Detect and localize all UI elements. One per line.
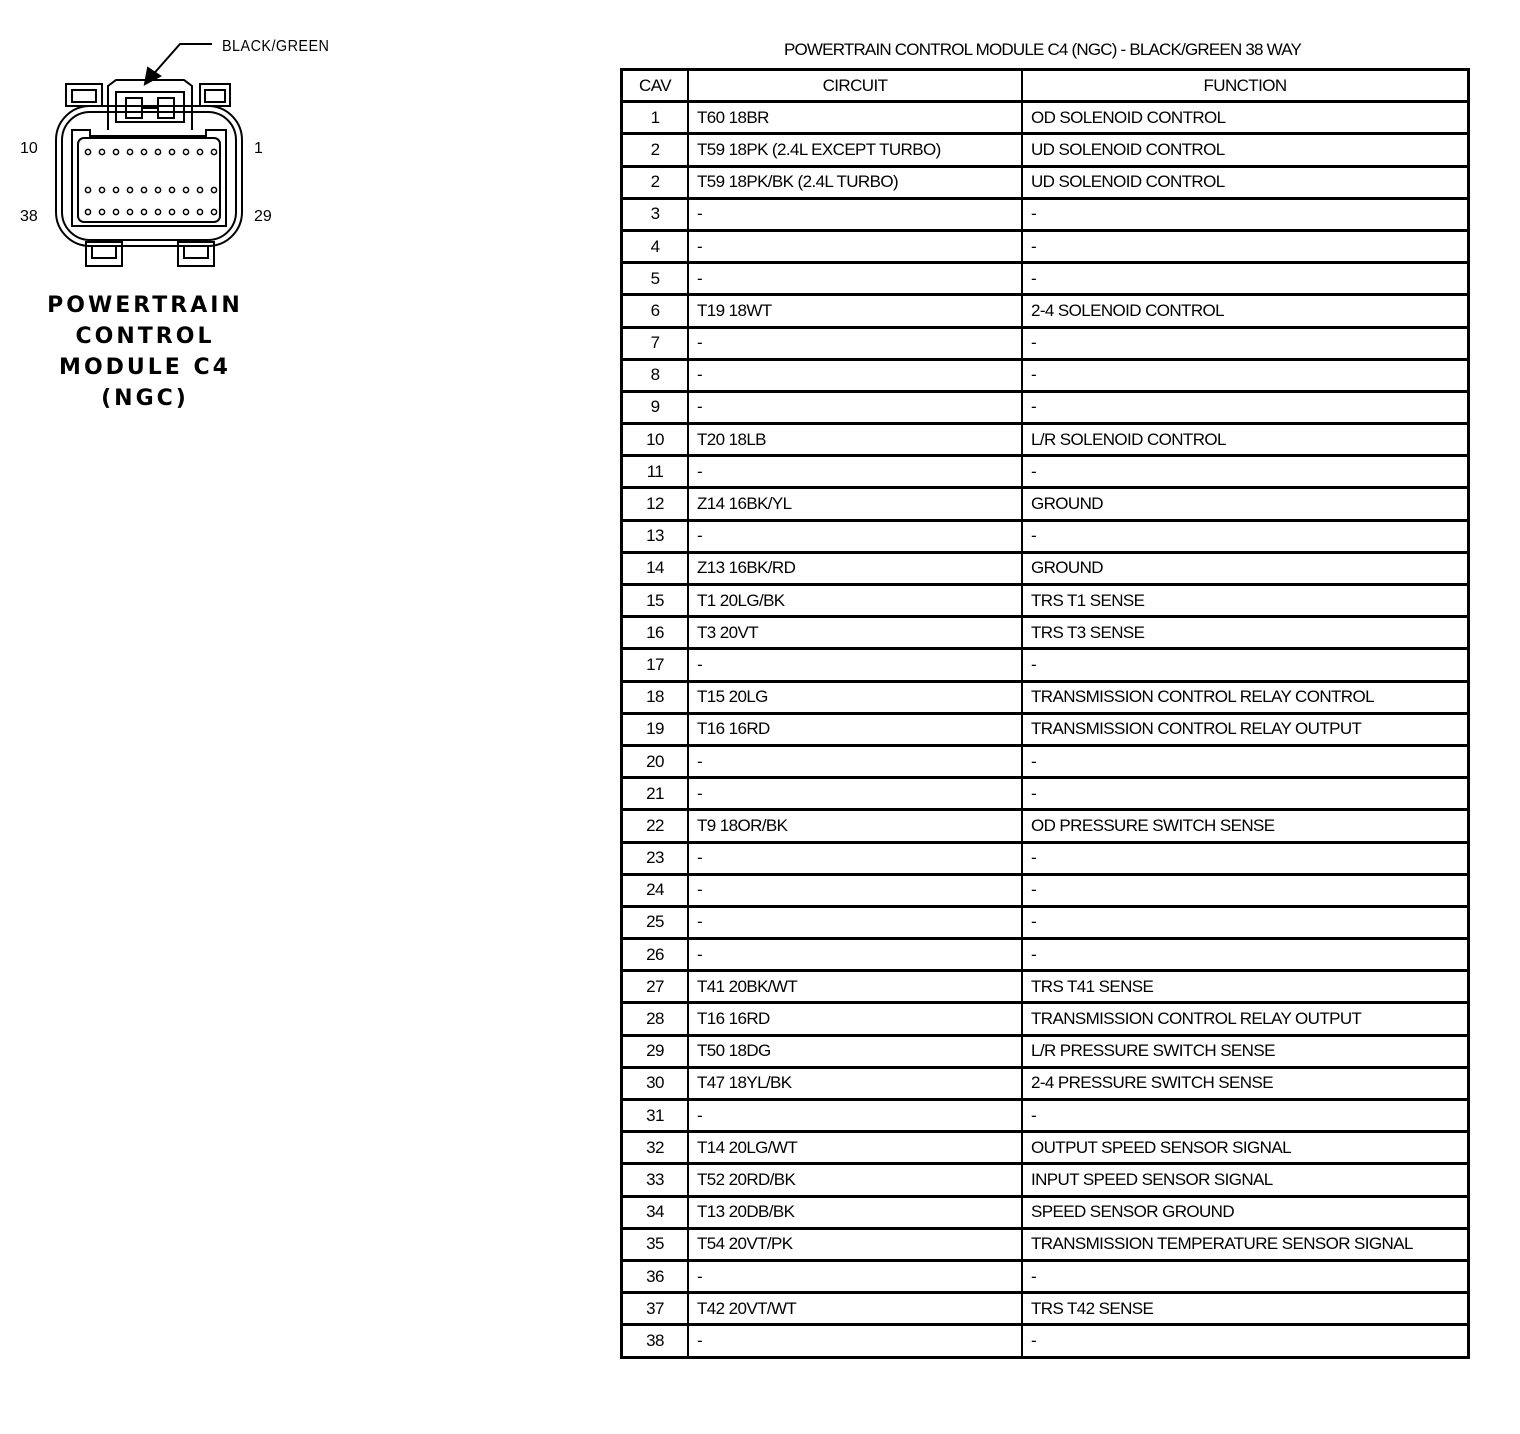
circuit-cell: - [688, 359, 1022, 391]
function-cell: - [1022, 359, 1469, 391]
function-cell: - [1022, 842, 1469, 874]
circuit-cell: - [688, 649, 1022, 681]
circuit-cell: - [688, 230, 1022, 262]
function-cell: - [1022, 1325, 1469, 1357]
circuit-cell: T52 20RD/BK [688, 1164, 1022, 1196]
pin-hole [169, 149, 174, 154]
cav-cell: 4 [622, 230, 689, 262]
cav-cell: 14 [622, 552, 689, 584]
table-row [622, 1293, 1469, 1325]
table-row [622, 456, 1469, 488]
table-row [622, 1035, 1469, 1067]
pin-label-29: 29 [254, 208, 272, 225]
circuit-cell: T9 18OR/BK [688, 810, 1022, 842]
function-cell: OUTPUT SPEED SENSOR SIGNAL [1022, 1132, 1469, 1164]
cav-cell: 5 [622, 263, 689, 295]
circuit-cell: T41 20BK/WT [688, 971, 1022, 1003]
module-title-line: MODULE C4 [59, 355, 231, 380]
pin-hole [99, 209, 104, 214]
table-row [622, 198, 1469, 230]
cav-cell: 24 [622, 874, 689, 906]
pin-label-10: 10 [20, 140, 38, 157]
circuit-cell: - [688, 939, 1022, 971]
cav-cell: 26 [622, 939, 689, 971]
table-row [622, 713, 1469, 745]
circuit-cell: T15 20LG [688, 681, 1022, 713]
module-title-line: CONTROL [75, 324, 215, 349]
table-row [622, 1003, 1469, 1035]
circuit-cell: - [688, 745, 1022, 777]
circuit-cell: - [688, 778, 1022, 810]
table-row [622, 681, 1469, 713]
pin-hole [99, 149, 104, 154]
table-row [622, 585, 1469, 617]
function-cell: SPEED SENSOR GROUND [1022, 1196, 1469, 1228]
table-row [622, 520, 1469, 552]
pin-hole [197, 149, 202, 154]
table-row [622, 617, 1469, 649]
wire-color-callout: BLACK/GREEN [222, 38, 330, 55]
table-row [622, 424, 1469, 456]
module-title [40, 290, 250, 414]
cav-cell: 20 [622, 745, 689, 777]
cav-cell: 10 [622, 424, 689, 456]
pin-label-38: 38 [20, 208, 38, 225]
cav-cell: 32 [622, 1132, 689, 1164]
table-row [622, 1164, 1469, 1196]
pin-hole [211, 187, 216, 192]
function-cell: - [1022, 649, 1469, 681]
cav-cell: 6 [622, 295, 689, 327]
circuit-cell: T3 20VT [688, 617, 1022, 649]
function-cell: OD PRESSURE SWITCH SENSE [1022, 810, 1469, 842]
table-row [622, 391, 1469, 423]
function-cell: 2-4 PRESSURE SWITCH SENSE [1022, 1067, 1469, 1099]
connector-drawing [0, 0, 440, 290]
function-cell: - [1022, 230, 1469, 262]
cav-cell: 3 [622, 198, 689, 230]
function-cell: - [1022, 939, 1469, 971]
circuit-cell: - [688, 906, 1022, 938]
pin-hole [141, 149, 146, 154]
circuit-cell: T60 18BR [688, 102, 1022, 134]
pin-label-1: 1 [254, 140, 263, 157]
cav-cell: 11 [622, 456, 689, 488]
table-row [622, 1132, 1469, 1164]
table-row [622, 359, 1469, 391]
table-row [622, 906, 1469, 938]
pin-hole [85, 149, 90, 154]
cav-cell: 27 [622, 971, 689, 1003]
table-header-row [622, 70, 1469, 102]
cav-cell: 1 [622, 102, 689, 134]
table-row [622, 488, 1469, 520]
table-row [622, 842, 1469, 874]
circuit-cell: Z14 16BK/YL [688, 488, 1022, 520]
circuit-cell: T59 18PK (2.4L EXCEPT TURBO) [688, 134, 1022, 166]
circuit-cell: - [688, 263, 1022, 295]
circuit-cell: - [688, 1260, 1022, 1292]
circuit-cell: T50 18DG [688, 1035, 1022, 1067]
function-cell: TRS T3 SENSE [1022, 617, 1469, 649]
pinout-table [620, 68, 1470, 1359]
pin-hole [169, 187, 174, 192]
pin-hole [141, 209, 146, 214]
pin-hole [127, 149, 132, 154]
cav-cell: 35 [622, 1228, 689, 1260]
function-cell: 2-4 SOLENOID CONTROL [1022, 295, 1469, 327]
function-cell: - [1022, 391, 1469, 423]
table-row [622, 649, 1469, 681]
function-cell: - [1022, 456, 1469, 488]
circuit-cell: - [688, 456, 1022, 488]
cav-cell: 28 [622, 1003, 689, 1035]
function-cell: L/R SOLENOID CONTROL [1022, 424, 1469, 456]
function-cell: GROUND [1022, 488, 1469, 520]
circuit-cell: T16 16RD [688, 713, 1022, 745]
cav-cell: 34 [622, 1196, 689, 1228]
table-row [622, 134, 1469, 166]
cav-cell: 13 [622, 520, 689, 552]
cav-cell: 18 [622, 681, 689, 713]
cav-cell: 36 [622, 1260, 689, 1292]
pin-hole [211, 209, 216, 214]
table-row [622, 102, 1469, 134]
pin-hole [141, 187, 146, 192]
cav-cell: 30 [622, 1067, 689, 1099]
table-row [622, 745, 1469, 777]
module-title-line: POWERTRAIN [47, 293, 243, 318]
cav-cell: 25 [622, 906, 689, 938]
table-row [622, 1196, 1469, 1228]
circuit-cell: T20 18LB [688, 424, 1022, 456]
cav-cell: 8 [622, 359, 689, 391]
function-cell: - [1022, 1260, 1469, 1292]
function-cell: - [1022, 778, 1469, 810]
function-cell: - [1022, 263, 1469, 295]
function-cell: INPUT SPEED SENSOR SIGNAL [1022, 1164, 1469, 1196]
function-cell: UD SOLENOID CONTROL [1022, 134, 1469, 166]
table-row [622, 1228, 1469, 1260]
circuit-cell: - [688, 1325, 1022, 1357]
circuit-cell: T59 18PK/BK (2.4L TURBO) [688, 166, 1022, 198]
cav-cell: 2 [622, 134, 689, 166]
pin-hole [99, 187, 104, 192]
pin-hole [127, 209, 132, 214]
circuit-cell: T14 20LG/WT [688, 1132, 1022, 1164]
table-row [622, 971, 1469, 1003]
circuit-cell: - [688, 1100, 1022, 1132]
pin-hole [155, 187, 160, 192]
function-cell: TRANSMISSION CONTROL RELAY CONTROL [1022, 681, 1469, 713]
pin-hole [85, 187, 90, 192]
function-cell: TRS T41 SENSE [1022, 971, 1469, 1003]
pin-hole [183, 209, 188, 214]
circuit-cell: - [688, 198, 1022, 230]
cav-cell: 17 [622, 649, 689, 681]
function-cell: - [1022, 906, 1469, 938]
cav-cell: 16 [622, 617, 689, 649]
function-cell: TRANSMISSION CONTROL RELAY OUTPUT [1022, 713, 1469, 745]
table-row [622, 778, 1469, 810]
table-row [622, 1067, 1469, 1099]
cav-cell: 23 [622, 842, 689, 874]
pin-hole [169, 209, 174, 214]
circuit-cell: - [688, 520, 1022, 552]
function-cell: TRANSMISSION TEMPERATURE SENSOR SIGNAL [1022, 1228, 1469, 1260]
table-row [622, 874, 1469, 906]
circuit-cell: Z13 16BK/RD [688, 552, 1022, 584]
connector-diagram [0, 0, 440, 430]
pin-hole [197, 209, 202, 214]
table-row [622, 327, 1469, 359]
cav-cell: 19 [622, 713, 689, 745]
cav-cell: 22 [622, 810, 689, 842]
column-header-circuit: CIRCUIT [688, 70, 1022, 102]
circuit-cell: T42 20VT/WT [688, 1293, 1022, 1325]
pin-hole [155, 149, 160, 154]
pin-hole [211, 149, 216, 154]
pin-hole [113, 149, 118, 154]
function-cell: TRS T42 SENSE [1022, 1293, 1469, 1325]
column-header-cav: CAV [622, 70, 689, 102]
table-row [622, 230, 1469, 262]
circuit-cell: T1 20LG/BK [688, 585, 1022, 617]
circuit-cell: - [688, 391, 1022, 423]
circuit-cell: T47 18YL/BK [688, 1067, 1022, 1099]
cav-cell: 21 [622, 778, 689, 810]
function-cell: - [1022, 1100, 1469, 1132]
circuit-cell: T13 20DB/BK [688, 1196, 1022, 1228]
table-row [622, 166, 1469, 198]
function-cell: L/R PRESSURE SWITCH SENSE [1022, 1035, 1469, 1067]
circuit-cell: T54 20VT/PK [688, 1228, 1022, 1260]
cav-cell: 37 [622, 1293, 689, 1325]
table-row [622, 552, 1469, 584]
table-title: POWERTRAIN CONTROL MODULE C4 (NGC) - BLACK/GREEN 38 WAY [783, 40, 1302, 59]
table-row [622, 295, 1469, 327]
cav-cell: 31 [622, 1100, 689, 1132]
cav-cell: 7 [622, 327, 689, 359]
cav-cell: 38 [622, 1325, 689, 1357]
function-cell: UD SOLENOID CONTROL [1022, 166, 1469, 198]
circuit-cell: T19 18WT [688, 295, 1022, 327]
table-row [622, 1325, 1469, 1357]
function-cell: TRS T1 SENSE [1022, 585, 1469, 617]
pin-hole [183, 187, 188, 192]
table-row [622, 939, 1469, 971]
table-row [622, 810, 1469, 842]
function-cell: - [1022, 745, 1469, 777]
function-cell: - [1022, 520, 1469, 552]
column-header-function: FUNCTION [1022, 70, 1469, 102]
circuit-cell: T16 16RD [688, 1003, 1022, 1035]
cav-cell: 2 [622, 166, 689, 198]
cav-cell: 15 [622, 585, 689, 617]
function-cell: - [1022, 198, 1469, 230]
cav-cell: 9 [622, 391, 689, 423]
pin-hole [183, 149, 188, 154]
pin-hole [113, 187, 118, 192]
function-cell: GROUND [1022, 552, 1469, 584]
table-row [622, 1260, 1469, 1292]
table-row [622, 1100, 1469, 1132]
function-cell: - [1022, 327, 1469, 359]
function-cell: - [1022, 874, 1469, 906]
module-title-line: (NGC) [101, 386, 189, 411]
pin-hole [155, 209, 160, 214]
pin-hole [113, 209, 118, 214]
circuit-cell: - [688, 874, 1022, 906]
pin-hole [127, 187, 132, 192]
cav-cell: 12 [622, 488, 689, 520]
circuit-cell: - [688, 327, 1022, 359]
circuit-cell: - [688, 842, 1022, 874]
function-cell: TRANSMISSION CONTROL RELAY OUTPUT [1022, 1003, 1469, 1035]
cav-cell: 33 [622, 1164, 689, 1196]
table-row [622, 263, 1469, 295]
function-cell: OD SOLENOID CONTROL [1022, 102, 1469, 134]
pin-hole [197, 187, 202, 192]
cav-cell: 29 [622, 1035, 689, 1067]
pin-hole [85, 209, 90, 214]
